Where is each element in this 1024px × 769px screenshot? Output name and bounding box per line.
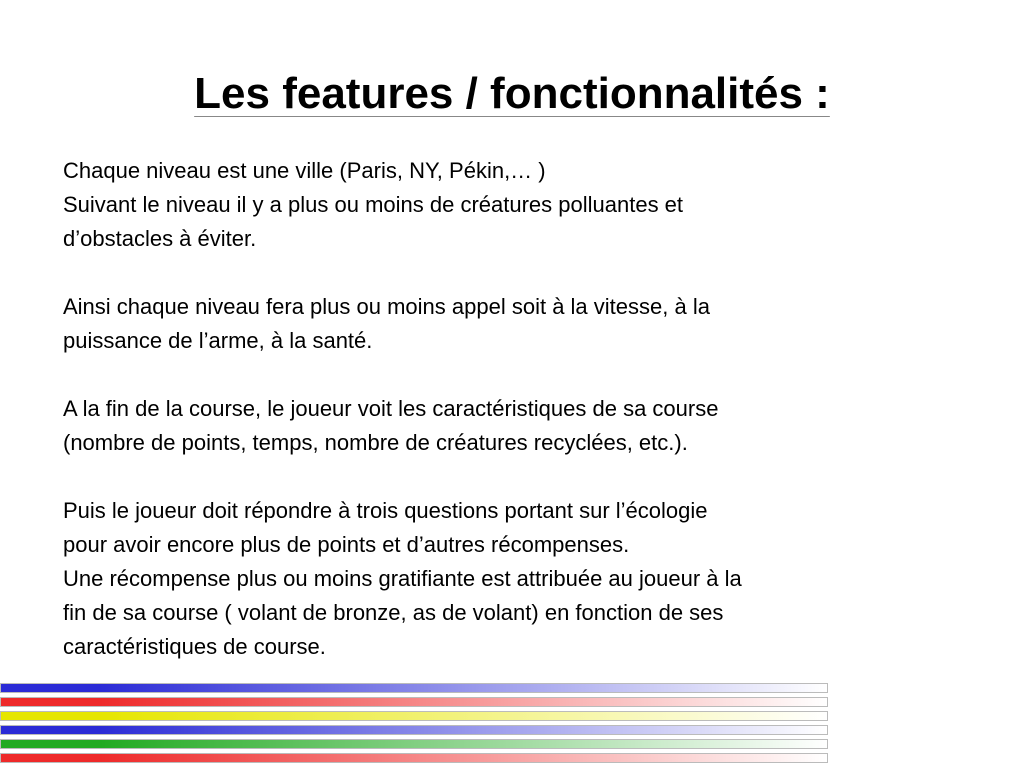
text-line: Ainsi chaque niveau fera plus ou moins appel soit à la vitesse, à la — [63, 294, 710, 319]
decorative-color-stripes — [0, 683, 828, 769]
slide-title — [0, 64, 1024, 124]
text-line: A la fin de la course, le joueur voit les caractéristiques de sa course — [63, 396, 719, 421]
stripe-yellow — [0, 711, 828, 721]
paragraph-abilities — [63, 290, 943, 358]
text-line: Suivant le niveau il y a plus ou moins de créatures polluantes et — [63, 192, 684, 217]
stripe-red — [0, 753, 828, 763]
text-line: pour avoir encore plus de points et d’autres récompenses. — [63, 532, 630, 557]
text-line: puissance de l’arme, à la santé. — [63, 328, 373, 353]
slide-body — [63, 154, 943, 664]
text-line: Une récompense plus ou moins gratifiante est attribuée au joueur à la — [63, 566, 742, 591]
text-line: fin de sa course ( volant de bronze, as de volant) en fonction de ses — [63, 600, 724, 625]
paragraph-levels — [63, 154, 943, 256]
paragraph-race-end — [63, 392, 943, 460]
stripe-blue — [0, 725, 828, 735]
text-line: d’obstacles à éviter. — [63, 226, 257, 251]
text-line: caractéristiques de course. — [63, 634, 326, 659]
paragraph-rewards — [63, 494, 943, 664]
slide-title-text: Les features / fonctionnalités : — [194, 69, 830, 118]
stripe-green — [0, 739, 828, 749]
text-line: (nombre de points, temps, nombre de créatures recyclées, etc.). — [63, 430, 688, 455]
text-line: Chaque niveau est une ville (Paris, NY, Pékin,… ) — [63, 158, 546, 183]
stripe-blue — [0, 683, 828, 693]
stripe-red — [0, 697, 828, 707]
text-line: Puis le joueur doit répondre à trois questions portant sur l’écologie — [63, 498, 708, 523]
